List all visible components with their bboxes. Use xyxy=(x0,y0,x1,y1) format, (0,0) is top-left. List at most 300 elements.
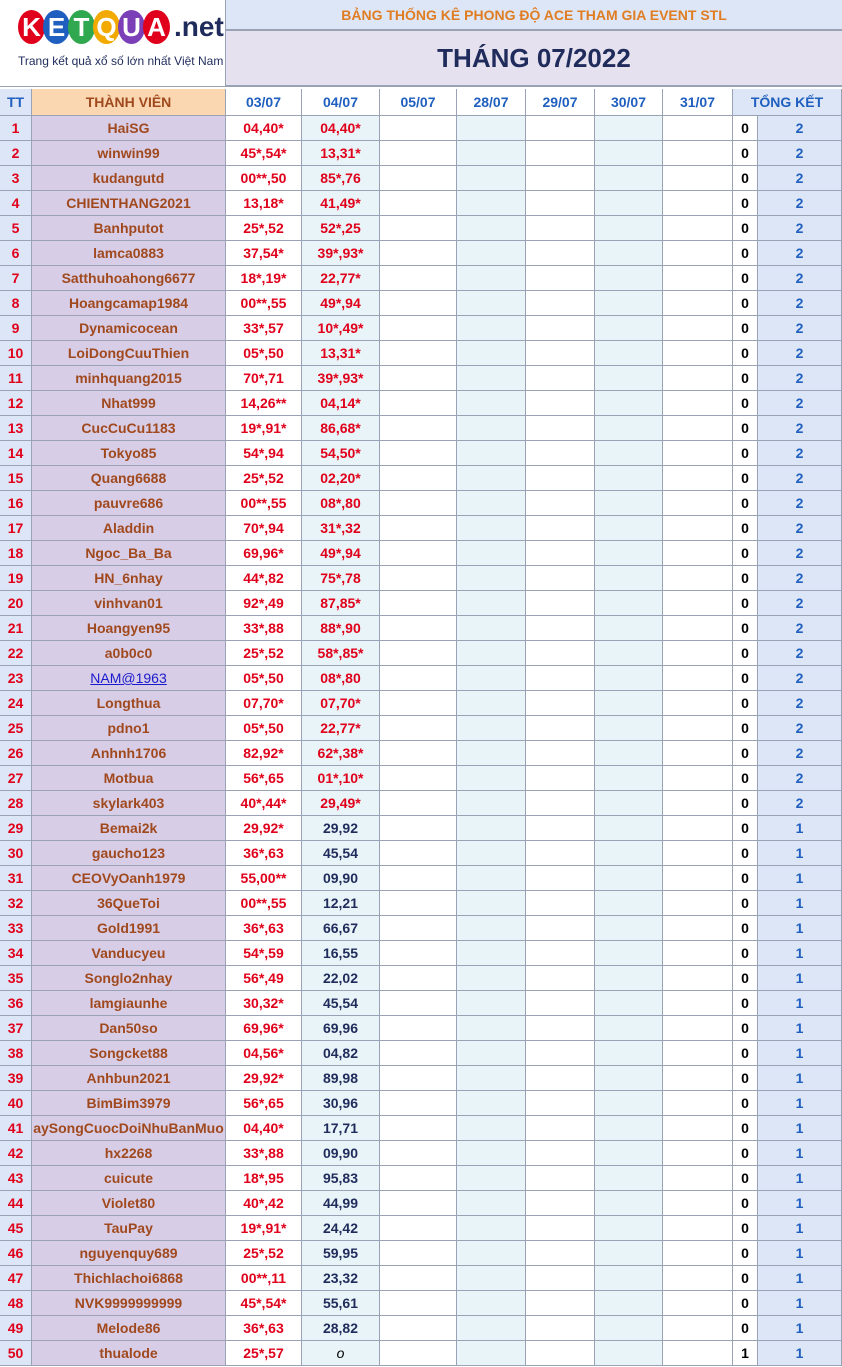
result-empty xyxy=(526,1141,595,1166)
row-number: 32 xyxy=(0,891,32,916)
result-0307: 25*,52 xyxy=(226,641,302,666)
row-number: 26 xyxy=(0,741,32,766)
member-name: Nhat999 xyxy=(32,391,226,416)
result-empty xyxy=(526,1316,595,1341)
result-empty xyxy=(663,691,733,716)
result-empty xyxy=(526,1216,595,1241)
total-played: 2 xyxy=(758,691,842,716)
result-empty xyxy=(380,516,457,541)
row-number: 17 xyxy=(0,516,32,541)
row-number: 38 xyxy=(0,1041,32,1066)
result-empty xyxy=(457,1066,526,1091)
result-empty xyxy=(380,1166,457,1191)
logo-letter: T xyxy=(68,10,95,44)
result-empty xyxy=(595,966,663,991)
total-played: 1 xyxy=(758,1166,842,1191)
result-0407: 59,95 xyxy=(302,1241,380,1266)
total-wins: 0 xyxy=(733,366,758,391)
result-0307: 45*,54* xyxy=(226,1291,302,1316)
result-empty xyxy=(380,366,457,391)
total-wins: 0 xyxy=(733,1116,758,1141)
total-played: 2 xyxy=(758,766,842,791)
result-empty xyxy=(663,216,733,241)
member-name: TauPay xyxy=(32,1216,226,1241)
result-empty xyxy=(595,916,663,941)
result-empty xyxy=(526,941,595,966)
row-number: 29 xyxy=(0,816,32,841)
result-empty xyxy=(457,1191,526,1216)
result-0307: 36*,63 xyxy=(226,1316,302,1341)
result-empty xyxy=(526,641,595,666)
row-number: 40 xyxy=(0,1091,32,1116)
result-empty xyxy=(595,116,663,141)
result-0407: 69,96 xyxy=(302,1016,380,1041)
header-date: 31/07 xyxy=(663,89,733,116)
total-wins: 1 xyxy=(733,1341,758,1366)
member-name: a0b0c0 xyxy=(32,641,226,666)
result-empty xyxy=(526,191,595,216)
result-empty xyxy=(526,1016,595,1041)
header-date: 05/07 xyxy=(380,89,457,116)
result-0407: 85*,76 xyxy=(302,166,380,191)
total-played: 1 xyxy=(758,841,842,866)
result-0407: 54,50* xyxy=(302,441,380,466)
result-empty xyxy=(526,766,595,791)
total-wins: 0 xyxy=(733,966,758,991)
total-played: 2 xyxy=(758,541,842,566)
total-wins: 0 xyxy=(733,491,758,516)
total-wins: 0 xyxy=(733,291,758,316)
result-empty xyxy=(457,1091,526,1116)
member-name: pdno1 xyxy=(32,716,226,741)
total-played: 2 xyxy=(758,341,842,366)
member-name: Motbua xyxy=(32,766,226,791)
result-0407: 13,31* xyxy=(302,141,380,166)
row-number: 22 xyxy=(0,641,32,666)
result-empty xyxy=(595,541,663,566)
result-empty xyxy=(663,441,733,466)
member-name: Quang6688 xyxy=(32,466,226,491)
sheet-month: THÁNG 07/2022 xyxy=(226,31,842,87)
total-played: 2 xyxy=(758,466,842,491)
result-empty xyxy=(457,1116,526,1141)
member-name: kudangutd xyxy=(32,166,226,191)
result-empty xyxy=(380,1091,457,1116)
result-0307: 70*,71 xyxy=(226,366,302,391)
row-number: 24 xyxy=(0,691,32,716)
result-0407: 44,99 xyxy=(302,1191,380,1216)
result-empty xyxy=(380,216,457,241)
member-name: LoiDongCuuThien xyxy=(32,341,226,366)
result-0407: 45,54 xyxy=(302,991,380,1016)
result-empty xyxy=(663,266,733,291)
result-empty xyxy=(595,1341,663,1366)
total-played: 2 xyxy=(758,241,842,266)
total-played: 2 xyxy=(758,566,842,591)
result-0307: 56*,65 xyxy=(226,766,302,791)
result-empty xyxy=(526,991,595,1016)
result-empty xyxy=(380,1291,457,1316)
result-0307: 40*,42 xyxy=(226,1191,302,1216)
total-wins: 0 xyxy=(733,716,758,741)
result-empty xyxy=(595,666,663,691)
logo-letter: K xyxy=(18,10,45,44)
row-number: 2 xyxy=(0,141,32,166)
total-played: 1 xyxy=(758,1016,842,1041)
result-0307: 92*,49 xyxy=(226,591,302,616)
result-empty xyxy=(380,841,457,866)
result-empty xyxy=(380,566,457,591)
member-name: lamca0883 xyxy=(32,241,226,266)
result-0407: 75*,78 xyxy=(302,566,380,591)
result-empty xyxy=(595,591,663,616)
total-played: 1 xyxy=(758,1116,842,1141)
result-0307: 56*,49 xyxy=(226,966,302,991)
result-empty xyxy=(595,766,663,791)
total-played: 1 xyxy=(758,991,842,1016)
total-wins: 0 xyxy=(733,1166,758,1191)
result-empty xyxy=(663,1116,733,1141)
result-empty xyxy=(663,566,733,591)
result-empty xyxy=(526,816,595,841)
row-number: 31 xyxy=(0,866,32,891)
result-0407: 22,02 xyxy=(302,966,380,991)
result-empty xyxy=(526,966,595,991)
total-wins: 0 xyxy=(733,991,758,1016)
row-number: 8 xyxy=(0,291,32,316)
result-empty xyxy=(457,641,526,666)
result-0307: 56*,65 xyxy=(226,1091,302,1116)
member-name: Anhnh1706 xyxy=(32,741,226,766)
result-empty xyxy=(663,616,733,641)
result-empty xyxy=(595,1041,663,1066)
result-empty xyxy=(663,116,733,141)
result-empty xyxy=(380,191,457,216)
result-0407: 04,14* xyxy=(302,391,380,416)
result-0307: 30,32* xyxy=(226,991,302,1016)
result-empty xyxy=(526,616,595,641)
total-wins: 0 xyxy=(733,516,758,541)
result-empty xyxy=(663,141,733,166)
result-empty xyxy=(526,841,595,866)
total-wins: 0 xyxy=(733,691,758,716)
result-empty xyxy=(380,1016,457,1041)
total-wins: 0 xyxy=(733,1066,758,1091)
result-empty xyxy=(663,516,733,541)
result-0407: 07,70* xyxy=(302,691,380,716)
row-number: 20 xyxy=(0,591,32,616)
result-empty xyxy=(380,1341,457,1366)
total-played: 2 xyxy=(758,141,842,166)
result-empty xyxy=(526,416,595,441)
total-wins: 0 xyxy=(733,191,758,216)
result-0307: 54*,59 xyxy=(226,941,302,966)
total-wins: 0 xyxy=(733,416,758,441)
result-empty xyxy=(663,1091,733,1116)
total-played: 1 xyxy=(758,916,842,941)
result-empty xyxy=(663,191,733,216)
result-empty xyxy=(663,1066,733,1091)
total-played: 1 xyxy=(758,816,842,841)
total-wins: 0 xyxy=(733,641,758,666)
result-empty xyxy=(595,841,663,866)
member-name: Dan50so xyxy=(32,1016,226,1041)
result-empty xyxy=(595,191,663,216)
result-empty xyxy=(663,1041,733,1066)
member-name: Vanducyeu xyxy=(32,941,226,966)
result-0307: 18*,95 xyxy=(226,1166,302,1191)
result-empty xyxy=(526,466,595,491)
result-empty xyxy=(595,816,663,841)
total-played: 1 xyxy=(758,1316,842,1341)
row-number: 47 xyxy=(0,1266,32,1291)
total-wins: 0 xyxy=(733,1316,758,1341)
result-empty xyxy=(380,1241,457,1266)
result-0407: 30,96 xyxy=(302,1091,380,1116)
result-0307: 25*,52 xyxy=(226,1241,302,1266)
result-empty xyxy=(595,291,663,316)
row-number: 34 xyxy=(0,941,32,966)
result-empty xyxy=(663,241,733,266)
total-played: 2 xyxy=(758,716,842,741)
result-0407: 09,90 xyxy=(302,1141,380,1166)
result-empty xyxy=(663,591,733,616)
total-wins: 0 xyxy=(733,316,758,341)
result-empty xyxy=(380,1066,457,1091)
row-number: 45 xyxy=(0,1216,32,1241)
result-empty xyxy=(457,916,526,941)
result-0307: 55,00** xyxy=(226,866,302,891)
member-name: Thichlachoi6868 xyxy=(32,1266,226,1291)
member-name: 36QueToi xyxy=(32,891,226,916)
result-0307: 19*,91* xyxy=(226,1216,302,1241)
total-wins: 0 xyxy=(733,1141,758,1166)
row-number: 16 xyxy=(0,491,32,516)
header-date: 03/07 xyxy=(226,89,302,116)
result-empty xyxy=(526,216,595,241)
result-empty xyxy=(457,716,526,741)
result-empty xyxy=(526,541,595,566)
result-empty xyxy=(526,591,595,616)
result-empty xyxy=(526,916,595,941)
result-empty xyxy=(595,1091,663,1116)
row-number: 7 xyxy=(0,266,32,291)
total-wins: 0 xyxy=(733,141,758,166)
total-wins: 0 xyxy=(733,266,758,291)
result-empty xyxy=(595,391,663,416)
result-empty xyxy=(663,891,733,916)
result-0407: 22,77* xyxy=(302,266,380,291)
result-empty xyxy=(663,1141,733,1166)
result-empty xyxy=(526,666,595,691)
result-0407: 29,49* xyxy=(302,791,380,816)
result-empty xyxy=(380,741,457,766)
member-name: Gold1991 xyxy=(32,916,226,941)
result-empty xyxy=(380,1116,457,1141)
result-0407: 10*,49* xyxy=(302,316,380,341)
row-number: 36 xyxy=(0,991,32,1016)
result-0307: 25*,57 xyxy=(226,1341,302,1366)
result-empty xyxy=(526,491,595,516)
total-wins: 0 xyxy=(733,891,758,916)
result-0307: 33*,57 xyxy=(226,316,302,341)
total-played: 1 xyxy=(758,891,842,916)
result-empty xyxy=(380,666,457,691)
result-empty xyxy=(663,966,733,991)
total-played: 2 xyxy=(758,791,842,816)
member-link[interactable]: NAM@1963 xyxy=(90,670,167,686)
result-empty xyxy=(526,1341,595,1366)
result-empty xyxy=(380,1191,457,1216)
logo-suffix: .net xyxy=(174,11,224,42)
result-empty xyxy=(457,966,526,991)
result-0307: 19*,91* xyxy=(226,416,302,441)
total-played: 2 xyxy=(758,391,842,416)
result-0407: 39*,93* xyxy=(302,366,380,391)
result-empty xyxy=(663,1016,733,1041)
result-0407: 45,54 xyxy=(302,841,380,866)
result-empty xyxy=(380,241,457,266)
total-wins: 0 xyxy=(733,1091,758,1116)
result-0307: 05*,50 xyxy=(226,716,302,741)
logo-letter: A xyxy=(143,10,170,44)
total-played: 1 xyxy=(758,966,842,991)
result-empty xyxy=(595,341,663,366)
result-empty xyxy=(595,791,663,816)
result-0407: 31*,32 xyxy=(302,516,380,541)
result-empty xyxy=(457,1241,526,1266)
sheet-title: BẢNG THỐNG KÊ PHONG ĐỘ ACE THAM GIA EVENT STL xyxy=(226,0,842,31)
result-empty xyxy=(380,341,457,366)
result-empty xyxy=(595,641,663,666)
result-empty xyxy=(663,816,733,841)
header-date: 28/07 xyxy=(457,89,526,116)
result-empty xyxy=(595,691,663,716)
total-played: 1 xyxy=(758,1241,842,1266)
result-empty xyxy=(526,1116,595,1141)
result-0407: 02,20* xyxy=(302,466,380,491)
result-empty xyxy=(526,241,595,266)
result-0407: 88*,90 xyxy=(302,616,380,641)
row-number: 28 xyxy=(0,791,32,816)
total-wins: 0 xyxy=(733,341,758,366)
result-0407: 29,92 xyxy=(302,816,380,841)
result-empty xyxy=(457,741,526,766)
total-played: 2 xyxy=(758,216,842,241)
result-empty xyxy=(663,541,733,566)
result-empty xyxy=(595,1316,663,1341)
result-empty xyxy=(526,516,595,541)
result-empty xyxy=(526,891,595,916)
result-empty xyxy=(595,566,663,591)
result-empty xyxy=(457,141,526,166)
result-0307: 82,92* xyxy=(226,741,302,766)
member-name: Hoangcamap1984 xyxy=(32,291,226,316)
result-empty xyxy=(457,816,526,841)
result-empty xyxy=(457,691,526,716)
result-empty xyxy=(663,841,733,866)
total-wins: 0 xyxy=(733,816,758,841)
result-empty xyxy=(380,291,457,316)
result-empty xyxy=(457,1041,526,1066)
result-empty xyxy=(595,266,663,291)
result-empty xyxy=(526,291,595,316)
row-number: 41 xyxy=(0,1116,32,1141)
result-0407: 86,68* xyxy=(302,416,380,441)
result-0307: 69,96* xyxy=(226,1016,302,1041)
result-empty xyxy=(380,391,457,416)
row-number: 9 xyxy=(0,316,32,341)
member-name: Hoangyen95 xyxy=(32,616,226,641)
row-number: 1 xyxy=(0,116,32,141)
result-empty xyxy=(595,941,663,966)
total-played: 1 xyxy=(758,1216,842,1241)
result-empty xyxy=(526,716,595,741)
row-number: 5 xyxy=(0,216,32,241)
result-empty xyxy=(380,441,457,466)
result-empty xyxy=(457,341,526,366)
result-0307: 54*,94 xyxy=(226,441,302,466)
result-empty xyxy=(663,1291,733,1316)
row-number: 48 xyxy=(0,1291,32,1316)
result-0407: 95,83 xyxy=(302,1166,380,1191)
member-name: Songlo2nhay xyxy=(32,966,226,991)
result-empty xyxy=(526,341,595,366)
result-empty xyxy=(457,866,526,891)
ketqua-logo[interactable] xyxy=(0,0,226,87)
result-empty xyxy=(457,1266,526,1291)
result-empty xyxy=(526,316,595,341)
result-empty xyxy=(663,1166,733,1191)
header-total: TỔNG KẾT xyxy=(733,89,842,116)
result-empty xyxy=(595,1191,663,1216)
result-empty xyxy=(663,941,733,966)
result-empty xyxy=(595,141,663,166)
row-number: 15 xyxy=(0,466,32,491)
result-empty xyxy=(595,1166,663,1191)
result-empty xyxy=(457,416,526,441)
result-empty xyxy=(457,591,526,616)
member-name: hx2268 xyxy=(32,1141,226,1166)
result-empty xyxy=(380,591,457,616)
total-wins: 0 xyxy=(733,1016,758,1041)
total-played: 2 xyxy=(758,491,842,516)
result-0407: 24,42 xyxy=(302,1216,380,1241)
member-name: Violet80 xyxy=(32,1191,226,1216)
result-empty xyxy=(595,1266,663,1291)
total-wins: 0 xyxy=(733,666,758,691)
result-empty xyxy=(663,1341,733,1366)
result-empty xyxy=(663,766,733,791)
result-empty xyxy=(526,1241,595,1266)
result-empty xyxy=(526,1266,595,1291)
member-name: BimBim3979 xyxy=(32,1091,226,1116)
member-name: Banhputot xyxy=(32,216,226,241)
result-0307: 13,18* xyxy=(226,191,302,216)
total-played: 2 xyxy=(758,266,842,291)
result-empty xyxy=(663,666,733,691)
total-wins: 0 xyxy=(733,241,758,266)
total-played: 1 xyxy=(758,1141,842,1166)
result-empty xyxy=(595,891,663,916)
result-empty xyxy=(663,366,733,391)
member-name: lamgiaunhe xyxy=(32,991,226,1016)
result-empty xyxy=(457,241,526,266)
result-empty xyxy=(457,191,526,216)
result-empty xyxy=(595,366,663,391)
result-empty xyxy=(457,166,526,191)
row-number: 39 xyxy=(0,1066,32,1091)
